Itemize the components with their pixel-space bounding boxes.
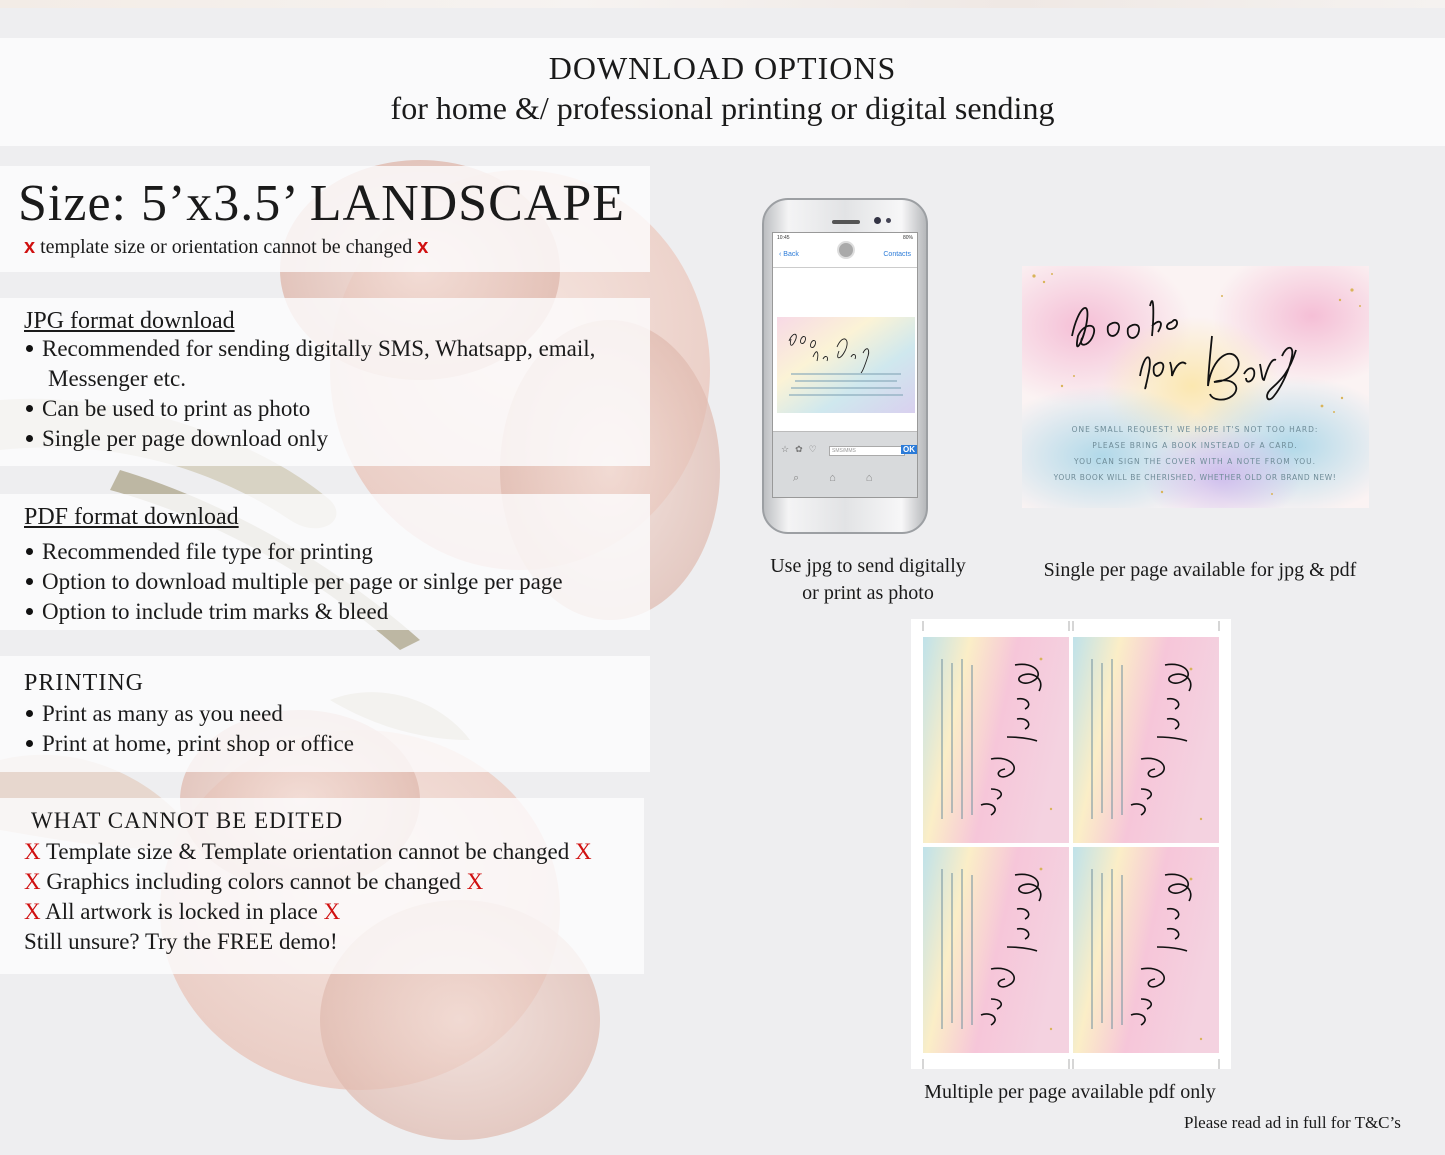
status-battery: 80% (902, 235, 913, 241)
card-text-line: PLEASE BRING A BOOK INSTEAD OF A CARD. (1092, 441, 1298, 450)
list-item (24, 701, 283, 727)
nav-icons: ⌕⌂⌂ (793, 472, 903, 484)
jpg-panel (0, 298, 650, 466)
page-header (0, 38, 1445, 146)
back-link: ‹ Back (779, 251, 799, 258)
list-item-text: Option to download multiple per page or sinlge per page (42, 569, 563, 594)
send-button[interactable]: OK (903, 445, 915, 454)
bullet-icon (26, 710, 33, 717)
list-item-text: Recommended for sending digitally SMS, Whatsapp, email, (42, 336, 596, 361)
bullet-icon (26, 578, 33, 585)
list-item-text: Print at home, print shop or office (42, 731, 354, 756)
speaker-icon (832, 220, 860, 224)
list-item (24, 731, 354, 757)
status-time: 10:45 (777, 235, 790, 241)
cannot-edit-panel (0, 798, 644, 974)
camera-icon (874, 217, 881, 224)
list-item-text: Single per page download only (42, 426, 329, 451)
card-thumbnail-image (777, 317, 915, 413)
back-label: Back (783, 251, 799, 258)
message-bar (773, 431, 918, 497)
multi-page-sheet (911, 619, 1231, 1069)
jpg-heading: JPG format download (24, 308, 235, 334)
printing-heading: PRINTING (24, 670, 144, 696)
attachment-icons: ☆✿♡ (781, 444, 823, 454)
size-title: Size: 5’x3.5’ LANDSCAPE (18, 175, 626, 232)
card-text-line: ONE SMALL REQUEST! WE HOPE IT'S NOT TOO HARD: (1071, 425, 1319, 434)
page-title: DOWNLOAD OPTIONS (548, 50, 897, 86)
list-item (24, 899, 340, 925)
list-item-text: Option to include trim marks & bleed (42, 599, 389, 624)
card-text-line: YOUR BOOK WILL BE CHERISHED, WHETHER OLD OR BRAND NEW! (1053, 473, 1337, 482)
list-item (24, 539, 373, 565)
x-mark-icon: X (323, 899, 341, 924)
list-item (24, 839, 592, 865)
card-preview-image (1022, 266, 1369, 508)
phone-screen (772, 232, 918, 498)
phone-mockup (762, 198, 928, 534)
bullet-icon (26, 608, 33, 615)
list-item (24, 869, 483, 895)
terms-note: Please read ad in full for T&C’s (1184, 1113, 1401, 1132)
list-item-text: All artwork is locked in place (45, 899, 318, 924)
pdf-panel (0, 494, 650, 630)
page-subtitle: for home &/ professional printing or digital sending (390, 90, 1055, 126)
x-mark-icon: X (466, 869, 484, 894)
sensor-icon (886, 218, 891, 223)
list-item (24, 569, 563, 595)
x-mark-icon: X (574, 839, 592, 864)
size-panel (0, 166, 650, 272)
cannot-edit-heading: WHAT CANNOT BE EDITED (31, 808, 344, 833)
list-item-text: Can be used to print as photo (42, 396, 311, 421)
list-item (24, 336, 595, 362)
phone-caption-line2: or print as photo (802, 582, 934, 604)
bullet-icon (26, 435, 33, 442)
list-item-text: Recommended file type for printing (42, 539, 373, 564)
list-item (24, 396, 310, 422)
card-text-line: YOU CAN SIGN THE COVER WITH A NOTE FROM YOU. (1073, 457, 1317, 466)
x-mark-icon: X (24, 839, 41, 864)
size-note (24, 236, 428, 259)
list-item (24, 599, 388, 625)
bullet-icon (26, 345, 33, 352)
multi-page-cards-image (911, 619, 1231, 1069)
list-item-continuation: Messenger etc. (48, 366, 186, 391)
contacts-link: Contacts (883, 251, 911, 258)
phone-caption-line1: Use jpg to send digitally (770, 555, 966, 577)
background-flower-image (0, 140, 760, 1155)
divider (773, 267, 918, 268)
list-item-text: Graphics including colors cannot be changed (46, 869, 461, 894)
list-item (24, 426, 328, 452)
single-caption: Single per page available for jpg & pdf (1043, 559, 1357, 581)
x-mark-icon: x (417, 236, 429, 258)
demo-note: Still unsure? Try the FREE demo! (24, 929, 338, 954)
avatar (837, 241, 855, 259)
bullet-icon (26, 740, 33, 747)
x-mark-icon: X (24, 899, 41, 924)
bullet-icon (26, 548, 33, 555)
pdf-heading: PDF format download (24, 504, 239, 530)
bullet-icon (26, 405, 33, 412)
top-strip (0, 0, 1445, 8)
phone-caption (752, 553, 984, 607)
message-input[interactable]: SMS/MMS (829, 446, 905, 456)
size-note-text: template size or orientation cannot be changed (40, 236, 413, 258)
list-item-text: Template size & Template orientation cannot be changed (45, 839, 570, 864)
x-mark-icon: x (24, 236, 36, 258)
printing-panel (0, 656, 650, 772)
list-item-text: Print as many as you need (42, 701, 283, 726)
x-mark-icon: X (24, 869, 41, 894)
multi-caption: Multiple per page available pdf only (924, 1081, 1216, 1103)
